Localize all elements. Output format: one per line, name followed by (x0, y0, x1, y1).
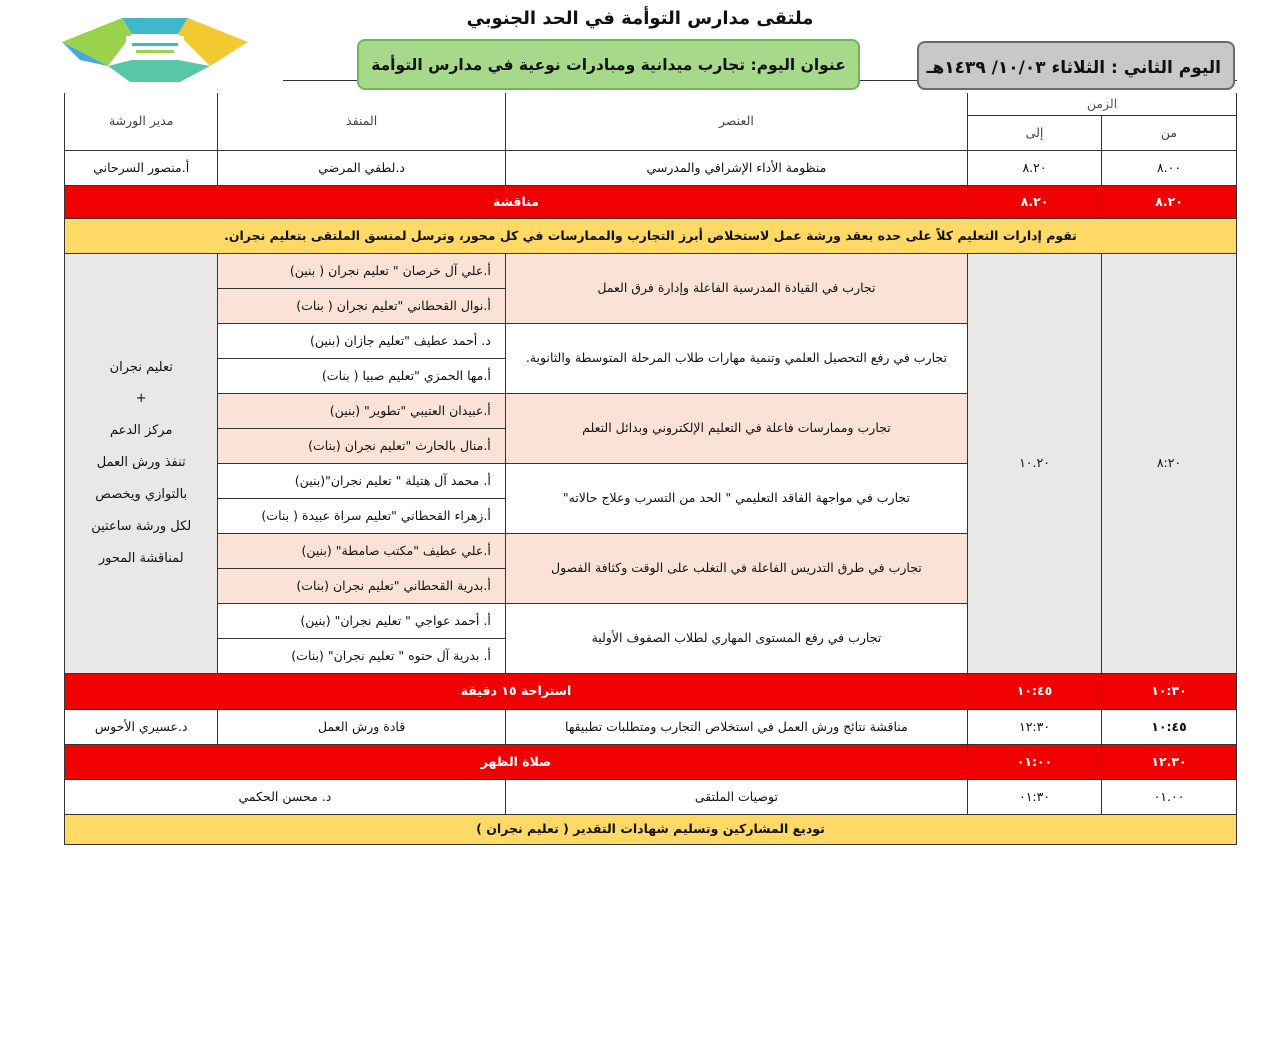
workshops-to: ١٠.٢٠ (968, 253, 1102, 673)
cell-to: ٨.٢٠ (968, 150, 1102, 185)
workshops-side-note (65, 253, 218, 673)
header-to: إلى (968, 115, 1102, 150)
discussion-row (65, 185, 1237, 218)
side-note-line: بالتوازي ويخصص (95, 486, 188, 502)
workshop-element: تجارب في مواجهة الفاقد التعليمي " الحد من التسرب وعلاج حالاته" (505, 463, 967, 533)
workshop-presenter: أ.علي عطيف "مكتب صامطة" (بنين) (218, 533, 505, 568)
prayer-label: صلاة الظهر (65, 744, 968, 779)
cell-executor: د. محسن الحكمي (65, 779, 506, 814)
table-row (65, 150, 1237, 185)
cell-element: توصيات الملتقى (505, 779, 967, 814)
side-note-line: تعليم نجران (109, 359, 173, 375)
header-from: من (1102, 115, 1237, 150)
workshop-element: تجارب في رفع التحصيل العلمي وتنمية مهارات طلاب المرحلة المتوسطة والثانوية. (505, 323, 967, 393)
workshop-element: تجارب وممارسات فاعلة في التعليم الإلكتروني وبدائل التعلم (505, 393, 967, 463)
workshop-element: تجارب في القيادة المدرسية الفاعلة وإدارة فرق العمل (505, 253, 967, 323)
cell-to: ٨.٢٠ (968, 185, 1102, 218)
cell-executor: د.لطفي المرضي (218, 150, 505, 185)
cell-from: ٨.٠٠ (1102, 150, 1237, 185)
logo-segment-top (122, 18, 188, 34)
side-note-line: تنفذ ورش العمل (96, 455, 186, 471)
workshop-presenter: أ.علي آل خرصان " تعليم نجران ( بنين) (218, 253, 505, 288)
day-date-box: اليوم الثاني : الثلاثاء ١٠/٠٣/ ١٤٣٩هـ (917, 41, 1235, 90)
cell-to: ٠١:٣٠ (968, 779, 1102, 814)
cell-from: ٨.٢٠ (1102, 185, 1237, 218)
table-row (65, 709, 1237, 744)
header-element: العنصر (505, 93, 967, 150)
logo-center (126, 36, 184, 60)
cell-to: ١٢:٣٠ (968, 709, 1102, 744)
table-header-row (65, 93, 1237, 115)
workshop-presenter: د. أحمد عطيف "تعليم جازان (بنين) (218, 323, 505, 358)
logo-segment-left (62, 18, 132, 66)
workshops-from: ٨:٢٠ (1102, 253, 1237, 673)
forum-logo (60, 16, 250, 84)
workshop-presenter: أ. بدرية آل حتوه " تعليم نجران" (بنات) (218, 638, 505, 673)
day-topic-box: عنوان اليوم: تجارب ميدانية ومبادرات نوعية في مدارس التوأمة (357, 39, 860, 90)
workshop-element: تجارب في طرق التدريس الفاعلة في التغلب على الوقت وكثافة الفصول (505, 533, 967, 603)
workshop-presenter: أ.مها الحمزي "تعليم صبيا ( بنات) (218, 358, 505, 393)
cell-from: ١٠:٤٥ (1102, 709, 1237, 744)
discussion-label: مناقشة (65, 185, 968, 218)
schedule-table (64, 93, 1237, 845)
side-note-line: لكل ورشة ساعتين (91, 518, 192, 534)
side-note-line: لمناقشة المحور (98, 550, 184, 566)
break-row (65, 673, 1237, 709)
cell-element: منظومة الأداء الإشرافي والمدرسي (505, 150, 967, 185)
workshop-presenter: أ. محمد آل هتيلة " تعليم نجران"(بنين) (218, 463, 505, 498)
workshop-presenter: أ.منال بالحارث "تعليم نجران (بنات) (218, 428, 505, 463)
cell-manager: أ.منصور السرحاني (65, 150, 218, 185)
cell-from: ٠١.٠٠ (1102, 779, 1237, 814)
closing-row (65, 814, 1237, 844)
workshop-presenter: أ. أحمد عواجي " تعليم نجران" (بنين) (218, 603, 505, 638)
cell-executor: قادة ورش العمل (218, 709, 505, 744)
logo-center-line (136, 50, 174, 53)
workshop-presenter: أ.عبيدان العتيبي "تطوير" (بنين) (218, 393, 505, 428)
workshop-presenter: أ.بدرية القحطاني "تعليم نجران (بنات) (218, 568, 505, 603)
cell-manager: د.عسيري الأحوس (65, 709, 218, 744)
workshop-presenter: أ.زهراء القحطاني "تعليم سراة عبيدة ( بنات) (218, 498, 505, 533)
cell-element: مناقشة نتائج ورش العمل في استخلاص التجارب ومتطلبات تطبيقها (505, 709, 967, 744)
side-note-line: + (135, 391, 147, 407)
logo-segment-bottom (108, 60, 210, 82)
note-row (65, 218, 1237, 253)
workshop-row (65, 253, 1237, 288)
header-time: الزمن (968, 93, 1237, 115)
cell-to: ١٠:٤٥ (968, 673, 1102, 709)
logo-segment-right (178, 18, 248, 66)
page-title: ملتقى مدارس التوأمة في الحد الجنوبي (466, 8, 814, 29)
header-manager: مدير الورشة (65, 93, 218, 150)
note-text: تقوم إدارات التعليم كلاً على حده بعقد ورشة عمل لاستخلاص أبرز التجارب والممارسات في كل محور، وترسل لمنسق الملتقى بتعليم نجران. (65, 218, 1237, 253)
prayer-row (65, 744, 1237, 779)
side-note-line: مركز الدعم (110, 423, 173, 439)
header-executor: المنفذ (218, 93, 505, 150)
table-row (65, 779, 1237, 814)
cell-from: ١٠:٣٠ (1102, 673, 1237, 709)
closing-text: توديع المشاركين وتسليم شهادات التقدير ( تعليم نجران ) (65, 814, 1237, 844)
workshop-presenter: أ.نوال القحطاني "تعليم نجران ( بنات) (218, 288, 505, 323)
cell-to: ٠١:٠٠ (968, 744, 1102, 779)
workshop-element: تجارب في رفع المستوى المهاري لطلاب الصفوف الأولية (505, 603, 967, 673)
break-label: استراحة ١٥ دقيقة (65, 673, 968, 709)
cell-from: ١٢.٣٠ (1102, 744, 1237, 779)
logo-center-line (132, 43, 178, 46)
